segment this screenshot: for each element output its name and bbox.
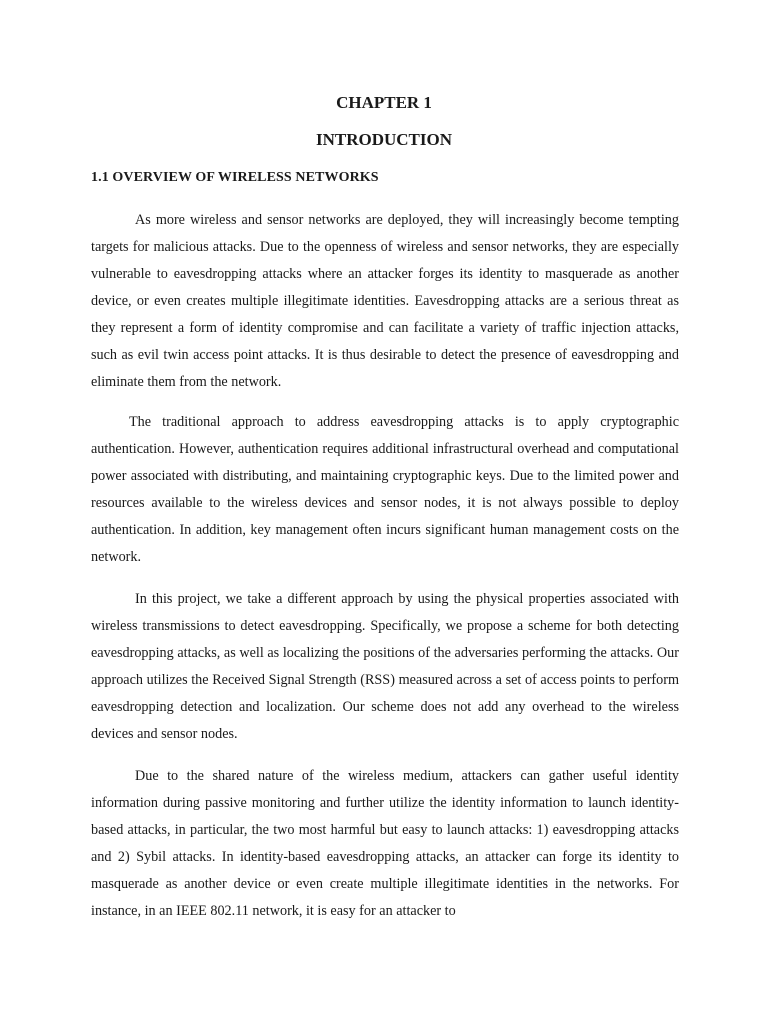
section-heading: 1.1 OVERVIEW OF WIRELESS NETWORKS (91, 170, 379, 185)
body-paragraph-3: In this project, we take a different approach by using the physical properties associated with wireless transmissions to detect eavesdropping. Specifically, we propose a scheme for both detecting eavesdropping attacks, as well as localizing the positions of the adversaries performing the attacks. Our approach utilizes the Received Signal Strength (RSS) measured across a set of access points to perform eavesdropping detection and localization. Our scheme does not add any overhead to the wireless devices and sensor nodes. (91, 591, 679, 742)
chapter-title: INTRODUCTION (315, 130, 453, 149)
body-paragraph-4: Due to the shared nature of the wireless medium, attackers can gather useful identity information during passive monitoring and further utilize the identity information to launch identity-based attacks, in particular, the two most harmful but easy to launch attacks: 1) eavesdropping attacks and 2) Sybil attacks. In identity-based eavesdropping attacks, an attacker can forge its identity to masquerade as another device or even create multiple illegitimate identities in the networks. For instance, in an IEEE 802.11 network, it is easy for an attacker to (91, 768, 679, 919)
body-paragraph-2: The traditional approach to address eavesdropping attacks is to apply cryptographic authentication. However, authentication requires additional infrastructural overhead and computational power associated with distributing, and maintaining cryptographic keys. Due to the limited power and resources available to the wireless devices and sensor nodes, it is not always possible to deploy authentication. In addition, key management often incurs significant human management costs on the network. (91, 414, 679, 565)
chapter-label: CHAPTER 1 (336, 93, 432, 112)
body-paragraph-1: As more wireless and sensor networks are deployed, they will increasingly become tempting targets for malicious attacks. Due to the openness of wireless and sensor networks, they are especially vulnerable to eavesdropping attacks where an attacker forges its identity to masquerade as another device, or even creates multiple illegitimate identities. Eavesdropping attacks are a serious threat as they represent a form of identity compromise and can facilitate a variety of traffic injection attacks, such as evil twin access point attacks. It is thus desirable to detect the presence of eavesdropping and eliminate them from the network. (91, 212, 679, 390)
